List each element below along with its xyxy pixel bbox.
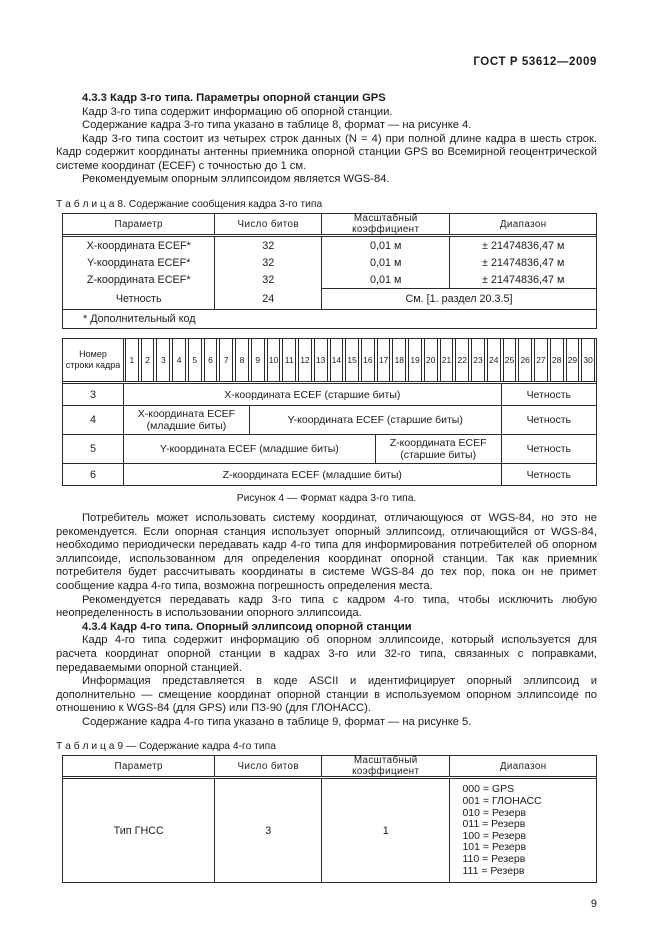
range-value: 000 = GPS (462, 783, 515, 796)
bit-number: 10 (267, 339, 281, 381)
frame-field: Y-координата ECEF (младшие биты) (124, 435, 376, 464)
paragraph: Кадр 3-го типа состоит из четырех строк данных (N = 4) при полной длине кадра в шесть строк. Кадр содержит координаты антенны приемника опорной станции GPS во Всемирной геоцентрической системе координат (ECEF) с точностью до 1 см. (56, 132, 597, 172)
column-header: Число битов (215, 214, 322, 234)
table-9 (62, 755, 597, 883)
bit-number: 28 (550, 339, 564, 381)
table-cell-merged: См. [1. раздел 20.3.5] (322, 288, 596, 309)
frame-field: Z-координата ECEF (младшие биты) (124, 464, 502, 485)
frame-row-number: 3 (63, 384, 124, 406)
table-cell: 32 (215, 254, 322, 271)
table-cell: X-координата ECEF* (63, 237, 215, 254)
section-4-3-3-heading: 4.3.3 Кадр 3-го типа. Параметры опорной станции GPS (82, 92, 386, 104)
bit-number: 17 (377, 339, 391, 381)
table-cell: 3 (215, 779, 322, 882)
page-number: 9 (590, 898, 597, 911)
frame-row-number: 6 (63, 464, 124, 485)
table-cell-range-values (450, 779, 596, 882)
range-value: 011 = Резерв (462, 818, 526, 831)
bit-number: 30 (581, 339, 595, 381)
range-value: 111 = Резерв (462, 864, 525, 877)
bit-number: 9 (251, 339, 265, 381)
frame-row-number: 5 (63, 435, 124, 464)
paragraph: Информация представляется в коде ASCII и идентифицирует опорный эллипсоид и дополнительно — смещение координат опорной станции в используемом опорном эллипсоиде по отношению к WGS-84 (для GPS) или ПЗ-90 (для ГЛОНАСС). (56, 675, 597, 715)
frame-field: Четность (502, 406, 596, 435)
bit-number: 2 (141, 339, 155, 381)
frame-format-table (62, 338, 597, 486)
range-value: 101 = Резерв (462, 841, 527, 854)
paragraph: Содержание кадра 4-го типа указано в таблице 9, формат — на рисунке 5. (82, 715, 472, 728)
paragraph: Потребитель может использовать систему координат, отличающуюся от WGS-84, но это не рекомендуется. Если опорная станция использует опорный эллипсоид, отличающийся от WGS-84, необходимо периодически передавать кадр 4-го типа для информирования потребителей об опорном эллипсоиде, использованном для определения координат опорной станции. Так как приемник потребителя будет рассчитывать координаты в системе WGS-84 до тех пор, пока он не примет сообщение кадра 4-го типа, возможна погрешность определения места. (56, 512, 597, 593)
bit-number: 19 (408, 339, 422, 381)
paragraph: Кадр 4-го типа содержит информацию об опорном эллипсоиде, который используется для расчета координат опорной станции в кадрах 3-го или 32-го типа, связанных с поправками, передаваемыми опорной станцией. (56, 634, 597, 674)
bit-number: 1 (125, 339, 139, 381)
bit-number: 5 (188, 339, 202, 381)
column-header: Число битов (215, 756, 322, 776)
range-value: 100 = Резерв (462, 829, 527, 842)
bit-number: 20 (424, 339, 438, 381)
bit-number: 24 (487, 339, 501, 381)
paragraph: Рекомендуется передавать кадр 3-го типа с кадром 4-го типа, чтобы исключить любую неопределенность в использовании опорного эллипсоида. (56, 593, 597, 620)
table-cell: Четность (63, 288, 215, 309)
bit-number: 13 (314, 339, 328, 381)
range-value: 110 = Резерв (462, 853, 526, 866)
bit-number: 22 (455, 339, 469, 381)
frame-field: Y-координата ECEF (старшие биты) (250, 406, 502, 435)
frame-field: X-координата ECEF (младшие биты) (124, 406, 250, 435)
frame-field: Четность (502, 435, 596, 464)
column-header: Параметр (63, 756, 215, 776)
table-cell: Z-координата ECEF* (63, 271, 215, 288)
frame-field: Четность (502, 384, 596, 406)
bit-number: 12 (298, 339, 312, 381)
paragraph: Рекомендуемым опорным эллипсоидом является WGS-84. (82, 173, 390, 186)
bit-number: 15 (345, 339, 359, 381)
bit-number: 8 (235, 339, 249, 381)
table-cell: Тип ГНСС (63, 779, 215, 882)
range-value: 001 = ГЛОНАСС (462, 795, 542, 808)
column-header: Диапазон (499, 760, 547, 772)
table-footnote: * Дополнительный код (63, 309, 596, 328)
table-cell: 0,01 м (322, 237, 450, 254)
bit-number: 4 (172, 339, 186, 381)
frame-row-number: 4 (63, 406, 124, 435)
range-value-list (450, 779, 541, 882)
frame-field: X-координата ECEF (старшие биты) (124, 384, 502, 406)
bit-number: 27 (534, 339, 548, 381)
row-header: Номер строки кадра (63, 339, 124, 381)
table-cell: ± 21474836,47 м (482, 256, 565, 269)
column-header: Диапазон (499, 218, 547, 230)
table-8 (62, 213, 597, 329)
table-cell: 32 (215, 271, 322, 288)
bit-number: 26 (518, 339, 532, 381)
column-header: Масштабный коэффициент (322, 756, 450, 776)
bit-number: 6 (204, 339, 218, 381)
table-cell: 0,01 м (322, 254, 450, 271)
table-cell: Y-координата ECEF* (63, 254, 215, 271)
table-cell: 0,01 м (322, 271, 450, 288)
column-header: Масштабный коэффициент (322, 214, 450, 234)
bit-number: 16 (361, 339, 375, 381)
paragraph: Содержание кадра 3-го типа указано в таблице 8, формат — на рисунке 4. (82, 119, 472, 132)
table-cell: 24 (215, 288, 322, 309)
table-9-caption: Т а б л и ц а 9 — Содержание кадра 4-го типа (56, 741, 276, 753)
bit-number: 7 (219, 339, 233, 381)
bit-number: 29 (566, 339, 580, 381)
bit-number: 25 (503, 339, 517, 381)
paragraph: Кадр 3-го типа содержит информацию об опорной станции. (82, 105, 393, 118)
table-cell: ± 21474836,47 м (482, 239, 565, 252)
table-cell: 32 (215, 237, 322, 254)
range-value: 010 = Резерв (462, 806, 527, 819)
frame-field: Четность (526, 468, 572, 481)
bit-number: 21 (440, 339, 454, 381)
bit-number: 18 (392, 339, 406, 381)
table-cell: ± 21474836,47 м (482, 273, 565, 286)
bit-number: 14 (330, 339, 344, 381)
doc-number-header: ГОСТ Р 53612—2009 (473, 56, 597, 68)
column-header: Параметр (63, 214, 215, 234)
bit-number: 3 (156, 339, 170, 381)
frame-field: Z-координата ECEF (старшие биты) (376, 435, 502, 464)
table-cell: 1 (322, 779, 450, 882)
bit-number: 11 (282, 339, 296, 381)
bit-number: 23 (471, 339, 485, 381)
table-8-caption: Т а б л и ц а 8. Содержание сообщения кадра 3-го типа (56, 199, 323, 211)
figure-4-caption: Рисунок 4 — Формат кадра 3-го типа. (236, 493, 417, 505)
section-4-3-4-heading: 4.3.4 Кадр 4-го типа. Опорный эллипсоид опорной станции (82, 620, 412, 633)
